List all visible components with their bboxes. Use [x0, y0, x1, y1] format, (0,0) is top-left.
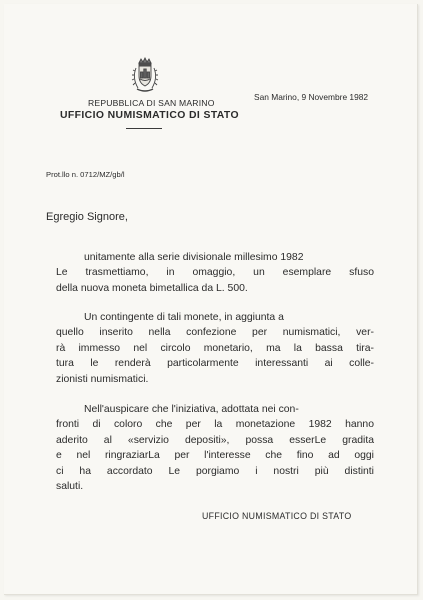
- paragraph-line: fronti di coloro che per la monetazione 1982 hanno: [56, 419, 374, 431]
- paragraph-line: aderito al «servizio depositi», possa esserLe gradita: [56, 434, 374, 446]
- paragraph-line: della nuova moneta bimetallica da L. 500.: [56, 282, 248, 294]
- paragraph-line: tura le renderà particolarmente interessanti ai colle-: [56, 358, 374, 370]
- paragraph-line: unitamente alla serie divisionale millesimo 1982: [84, 252, 304, 263]
- paragraph-line: Le trasmettiamo, in omaggio, un esemplare sfuso: [56, 267, 374, 279]
- place-date: San Marino, 9 Novembre 1982: [254, 92, 369, 102]
- letter-page: [4, 4, 418, 595]
- paragraph-line: quello inserito nella confezione per numismatici, ver-: [56, 327, 374, 339]
- paragraph-line: zionisti numismatici.: [56, 373, 149, 385]
- paragraph-line: e nel ringraziarLa per l'interesse che fino ad oggi: [56, 450, 374, 462]
- body-paragraph-3: [56, 402, 374, 494]
- paragraph-line: rà immesso nel circolo monetario, ma la bassa tira-: [56, 342, 374, 354]
- greeting: Egregio Signore,: [46, 211, 128, 223]
- letterhead-republic: REPUBBLICA DI SAN MARINO: [88, 98, 215, 108]
- paragraph-line: saluti.: [56, 481, 84, 493]
- signature-office: UFFICIO NUMISMATICO DI STATO: [202, 511, 352, 521]
- paragraph-line: Un contingente di tali monete, in aggiunta a: [84, 312, 284, 323]
- paragraph-line: ci ha accordato Le porgiamo i nostri più distinti: [56, 465, 374, 477]
- letterhead-divider: [126, 128, 162, 129]
- paragraph-line: Nell'auspicare che l'iniziativa, adottata nei con-: [84, 404, 299, 415]
- protocol-number: Prot.llo n. 0712/MZ/gb/l: [46, 170, 125, 179]
- coat-of-arms-icon: [128, 56, 162, 94]
- letterhead-office: UFFICIO NUMISMATICO DI STATO: [60, 110, 239, 121]
- body-paragraph-1: [56, 250, 374, 296]
- body-paragraph-2: [56, 310, 374, 387]
